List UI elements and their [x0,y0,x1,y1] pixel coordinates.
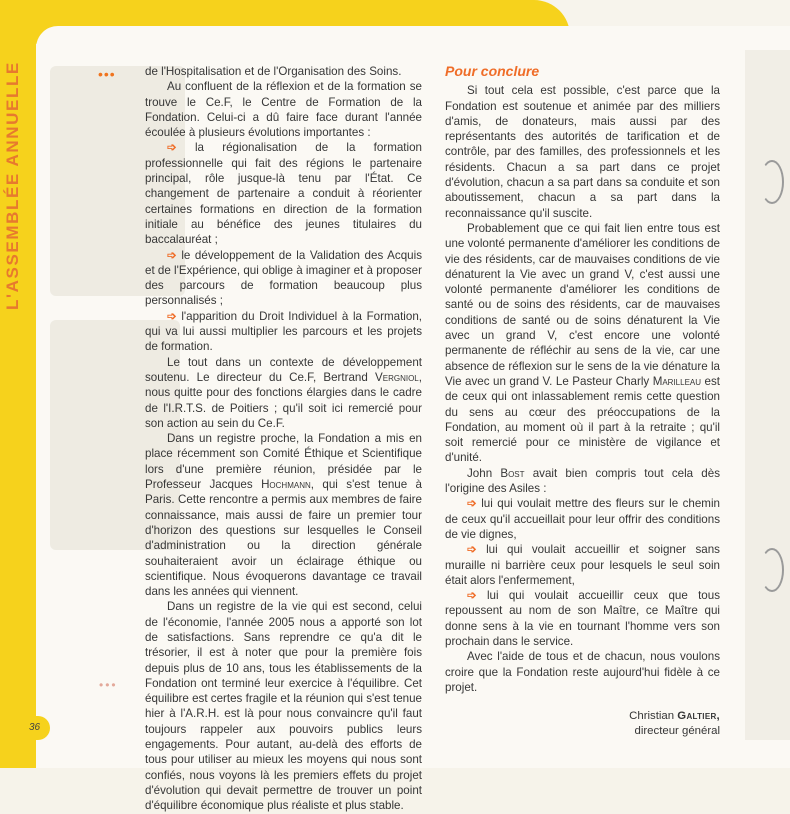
paragraph: Avec l'aide de tous et de chacun, nous voulons croire que la Fondation reste aujourd'hui fidèle à ce projet. [445,650,720,694]
paragraph: Au confluent de la réflexion et de la formation se trouve le Ce.F, le Centre de Formation de la Fondation. Celui-ci a dû faire face durant l'année écoulée à plusieurs évolutions importantes : [145,80,422,140]
paragraph: Le tout dans un contexte de développement soutenu. Le directeur du Ce.F, Bertrand Vergniol, nous quitte pour des fonctions élargies dans le cadre de l'I.R.T.S. de Poitiers ; qu'il soit ici remercié pour son action au sein du Ce.F. [145,355,422,430]
paragraph: John Bost avait bien compris tout cela dès l'origine des Asiles : [445,466,720,496]
section-heading: Pour conclure [445,63,540,79]
signature-role: directeur général [634,725,720,738]
paragraph: de l'Hospitalisation et de l'Organisation des Soins. [145,65,402,78]
list-item: ➩ lui qui voulait mettre des fleurs sur le chemin de ceux qu'il accueillait pour leur offrir des conditions de vie dignes, [445,497,720,541]
orange-bullets: ••• [98,66,116,82]
arrow-icon: ➩ [167,141,177,155]
arrow-icon: ➩ [467,497,477,511]
list-item: ➩ lui qui voulait accueillir et soigner sans muraille ni barrière ceux pour lesquels le seul soin était alors l'enfermement, [445,543,720,587]
left-column [145,64,422,814]
paragraph: Dans un registre de la vie qui est second, celui de l'économie, l'année 2005 nous a apporté son lot de satisfactions. Sans reprendre ce qu'a dit le trésorier, il est à noter que pour la première fois depuis plus de 10 ans, tous les établissements de la Fondation ont terminé leur exercice à l'équilibre. Cet équilibre est certes fragile et la réunion qui s'est tenue hier à l'A.R.H. est là pour nous convaincre qu'il faut toujours rappeler aux pouvoirs publics leurs engagements. Pour autant, au-delà des efforts de tous pour utiliser au mieux les moyens qui nous sont confiés, nous voyons là les premiers effets du projet d'évolution qui devait permettre de trouver un point d'équilibre économique plus réaliste et plus stable. [145,600,422,813]
list-item: ➩ la régionalisation de la formation professionnelle qui fait des régions le partenaire principal, rôle jusque-là tenu par l'État. Ce changement de partenaire a conduit à réorienter certaines formations en direction de la formation initiale au bénéfice des jeunes titulaires du baccalauréat ; [145,141,422,247]
person-name: Hochmann [261,478,311,492]
paragraph: Probablement que ce qui fait lien entre tous est une volonté permanente d'améliorer les conditions de vie des résidents, car de mauvaises conditions de vie dénaturent la Vie avec un grand V, c'est aussi une volonté permanente d'améliorer les conditions de santé ou de soins des résidents, car de mauvaises conditions de santé ou de soins dénaturent la Vie avec un grand V, c'est encore une volonté permanente de réfléchir au sens de la vie, car une absence de réflexion sur le sens de la vie dénature la Vie avec un grand V. Le Pasteur Charly Marilleau est de ceux qui ont inlassablement remis cette question du sens au cœur des préoccupations de la Fondation, au moment où il part à la retraite ; qu'il soit remercié pour ce ministère de vigilance et d'unité. [445,221,720,465]
binding-ring [760,160,784,204]
binding-ring [760,548,784,592]
list-item: ➩ l'apparition du Droit Individuel à la Formation, qui va lui aussi multiplier les parcours et les projets de formation. [145,309,422,354]
section-title-vertical: L'ASSEMBLÉE ANNUELLE [3,61,22,310]
list-item: ➩ lui qui voulait accueillir ceux que tous repoussent au nom de son Maître, ce Maître qui donne sens à la vie en tournant l'homme vers son prochain dans le service. [445,589,720,648]
signature-name: Galtier, [677,710,720,723]
person-name: Marilleau [652,374,702,388]
arrow-icon: ➩ [467,543,477,557]
paragraph: Dans un registre proche, la Fondation a mis en place récemment son Comité Éthique et Scientifique lors d'une première réunion, présidée par le Professeur Jacques Hochmann, qui s'est tenue à Paris. Cette rencontre a permis aux membres de faire connaissance, mais aussi de faire un premier tour d'horizon des questions sur lesquelles le Conseil d'administration ou la direction générale souhaiteraient avoir un éclairage éthique ou scientifique. Nous évoquerons davantage ce travail dans les années qui viennent. [145,432,423,599]
page-number: 36 [26,716,50,740]
person-name: Vergniol [375,370,419,384]
signature: Christian Galtier, directeur général [629,710,720,738]
show-through-area [745,50,790,740]
person-name: Bost [500,466,525,480]
arrow-icon: ➩ [167,309,177,323]
arrow-icon: ➩ [167,248,177,262]
paragraph: Si tout cela est possible, c'est parce que la Fondation est soutenue et animée par des milliers d'amis, de donateurs, mais aussi par des représentants des autorités de tarification et de contrôle, par des familles, des professionnels et les résidents. Chacun a sa part dans ce projet d'évolution, chacun a sa part dans sa conduite et son aboutissement, chacun a sa part dans la reconnaissance qu'il suscite. [445,84,720,220]
arrow-icon: ➩ [467,589,477,603]
faint-bullets: ••• [99,678,118,692]
list-item: ➩ le développement de la Validation des Acquis et de l'Expérience, qui oblige à imaginer et à proposer des parcours de formation beaucoup plus personnalisés ; [145,248,422,308]
right-column [445,64,720,740]
